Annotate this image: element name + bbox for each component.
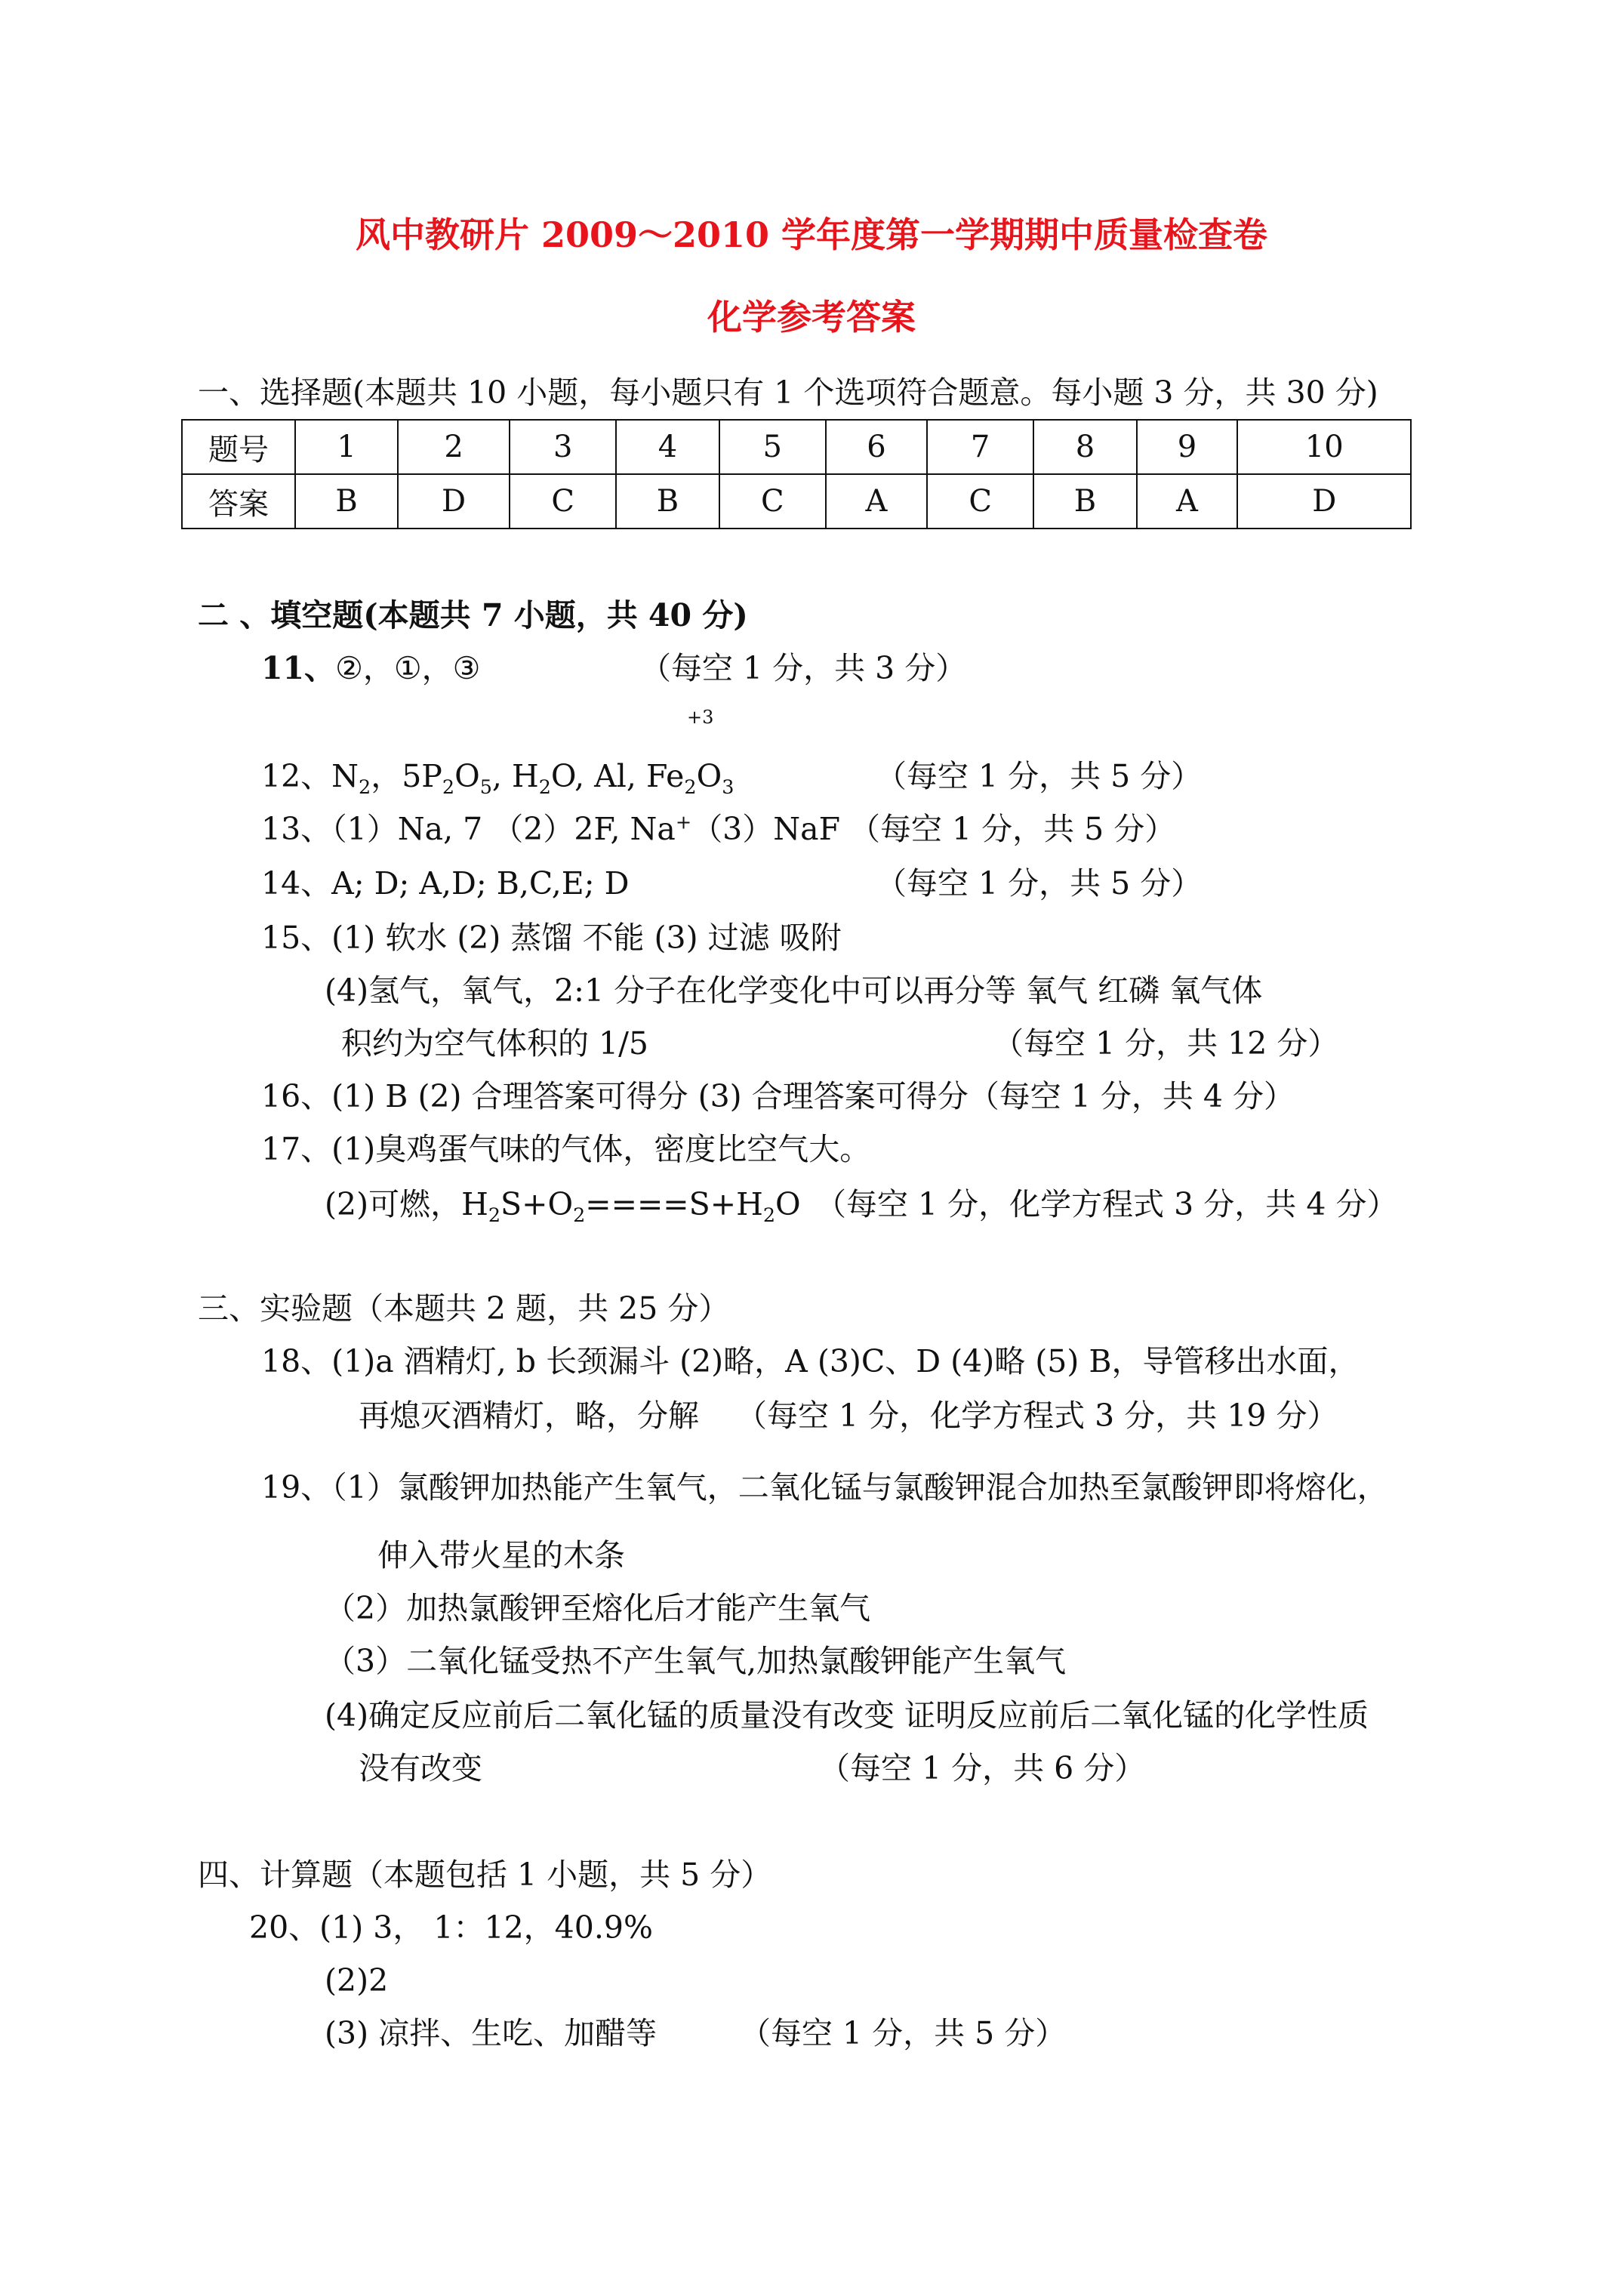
q18-text: (1)a 酒精灯, b 长颈漏斗 (2)略，A (3)C、D (4)略 (5) B，导管移出水面， xyxy=(331,1343,1360,1379)
q17-text: (1)臭鸡蛋气味的气体，密度比空气大。 xyxy=(331,1131,871,1167)
section4-heading: 四、计算题（本题包括 1 小题，共 5 分） xyxy=(198,1857,772,1893)
q19-line4: （3）二氧化锰受热不产生氧气,加热氯酸钾能产生氧气 xyxy=(325,1643,1067,1679)
q18-line1 xyxy=(261,1343,1360,1379)
table-cell: 8 xyxy=(1033,420,1136,474)
q20-line3: (3) 凉拌、生吃、加醋等 xyxy=(325,2015,658,2051)
table-cell: B xyxy=(616,474,719,529)
q19-line1 xyxy=(261,1469,1388,1505)
q11-answer: ②，①，③ xyxy=(335,650,481,686)
table-cell: C xyxy=(510,474,616,529)
q15-text: (1) 软水 (2) 蒸馏 不能 (3) 过滤 吸附 xyxy=(331,920,842,956)
q12-sub: 2 xyxy=(359,775,371,799)
q19-number: 19、 xyxy=(261,1469,332,1505)
q19-line5: (4)确定反应前后二氧化锰的质量没有改变 证明反应前后二氧化锰的化学性质 xyxy=(325,1697,1369,1734)
q17-part: S+O xyxy=(500,1186,574,1222)
table-cell: 1 xyxy=(295,420,398,474)
q12-sub: 2 xyxy=(684,775,697,799)
table-cell: 9 xyxy=(1137,420,1238,474)
table-cell: 10 xyxy=(1237,420,1411,474)
table-cell: D xyxy=(398,474,510,529)
q16 xyxy=(261,1078,1295,1114)
table-cell: C xyxy=(927,474,1033,529)
q20-line2: (2)2 xyxy=(325,1962,389,1999)
page-title: 风中教研片 2009～2010 学年度第一学期期中质量检查卷 xyxy=(355,214,1268,255)
q15-score: （每空 1 分，共 12 分） xyxy=(993,1025,1339,1062)
q12-number: 12、 xyxy=(261,758,332,794)
q17-part: O xyxy=(775,1186,801,1222)
q12-part: , H xyxy=(491,758,539,794)
table-cell: A xyxy=(1137,474,1238,529)
table-row xyxy=(182,420,1411,474)
q13-sup: + xyxy=(675,810,692,834)
q12-sub: 2 xyxy=(538,775,551,799)
row-header-number: 题号 xyxy=(182,420,295,474)
q17-sub: 2 xyxy=(488,1203,501,1227)
q20-score: （每空 1 分，共 5 分） xyxy=(740,2015,1067,2051)
q13-number: 13、 xyxy=(261,811,332,847)
table-cell: 2 xyxy=(398,420,510,474)
q18-score: （每空 1 分，化学方程式 3 分，共 19 分） xyxy=(736,1398,1338,1434)
q14-answer: A; D; A,D; B,C,E; D xyxy=(331,865,630,901)
q17-sub: 2 xyxy=(573,1203,586,1227)
table-cell: 3 xyxy=(510,420,616,474)
row-header-answer: 答案 xyxy=(182,474,295,529)
q19-line6: 没有改变 xyxy=(359,1750,482,1786)
q12-sub: 3 xyxy=(722,775,735,799)
table-cell: 6 xyxy=(826,420,927,474)
q13 xyxy=(261,810,841,847)
q17-score: （每空 1 分，化学方程式 3 分，共 4 分） xyxy=(815,1186,1398,1222)
valence-mark: +3 xyxy=(687,707,714,728)
q12 xyxy=(261,758,735,799)
q17-sub: 2 xyxy=(762,1203,776,1227)
q13-part: （1）Na, 7 （2）2F, Na xyxy=(331,811,676,847)
q19-score: （每空 1 分，共 6 分） xyxy=(819,1750,1146,1786)
table-row xyxy=(182,474,1411,529)
table-cell: C xyxy=(719,474,826,529)
table-cell: D xyxy=(1237,474,1411,529)
q19-text: （1）氯酸钾加热能产生氧气，二氧化锰与氯酸钾混合加热至氯酸钾即将熔化， xyxy=(331,1469,1388,1505)
q12-part: O xyxy=(696,758,722,794)
q20-text: (1) 3， 1：12，40.9% xyxy=(319,1909,653,1946)
q18-number: 18、 xyxy=(261,1343,332,1379)
table-cell: 7 xyxy=(927,420,1033,474)
page-subtitle: 化学参考答案 xyxy=(707,297,916,337)
table-cell: 5 xyxy=(719,420,826,474)
q17-part: ====S+H xyxy=(585,1186,763,1222)
q12-part: O xyxy=(454,758,480,794)
q14 xyxy=(261,865,630,901)
q17-number: 17、 xyxy=(261,1131,332,1167)
answer-table xyxy=(181,419,1412,529)
section3-heading: 三、实验题（本题共 2 题，共 25 分） xyxy=(198,1290,730,1327)
q17-line2 xyxy=(325,1186,801,1227)
q14-number: 14、 xyxy=(261,865,332,901)
table-cell: A xyxy=(826,474,927,529)
q13-score: （每空 1 分，共 5 分） xyxy=(849,811,1176,847)
q12-part: N xyxy=(331,758,359,794)
q12-part: O, Al, Fe xyxy=(550,758,685,794)
table-cell: B xyxy=(295,474,398,529)
q11-score: （每空 1 分，共 3 分） xyxy=(640,650,967,686)
q14-score: （每空 1 分，共 5 分） xyxy=(876,865,1203,901)
q11-number: 11、 xyxy=(261,650,336,686)
q12-score: （每空 1 分，共 5 分） xyxy=(876,758,1203,794)
q15-line2: (4)氢气，氧气，2:1 分子在化学变化中可以再分等 氧气 红磷 氧气体 xyxy=(325,972,1263,1009)
table-cell: 4 xyxy=(616,420,719,474)
q15-line3: 积约为空气体积的 1/5 xyxy=(341,1025,649,1062)
q12-sub: 2 xyxy=(442,775,455,799)
q17-line1 xyxy=(261,1131,871,1167)
q11 xyxy=(261,650,481,686)
section2-heading: 二 、填空题(本题共 7 小题，共 40 分) xyxy=(198,597,748,633)
q15-line1 xyxy=(261,920,842,956)
q16-answer: (1) B (2) 合理答案可得分 (3) 合理答案可得分（每空 1 分，共 4 分） xyxy=(331,1078,1295,1114)
section1-heading: 一、选择题(本题共 10 小题，每小题只有 1 个选项符合题意。每小题 3 分，共 30 分) xyxy=(198,374,1378,411)
q17-part: (2)可燃，H xyxy=(325,1186,488,1222)
q12-sub: 5 xyxy=(479,775,492,799)
q20-line1 xyxy=(249,1909,653,1946)
q15-number: 15、 xyxy=(261,920,332,956)
table-cell: B xyxy=(1033,474,1136,529)
q19-line2: 伸入带火星的木条 xyxy=(377,1537,625,1573)
q16-number: 16、 xyxy=(261,1078,332,1114)
q13-part: （3）NaF xyxy=(691,811,841,847)
q18-line2: 再熄灭酒精灯，略，分解 xyxy=(359,1398,699,1434)
q19-line3: （2）加热氯酸钾至熔化后才能产生氧气 xyxy=(325,1590,871,1626)
q20-number: 20、 xyxy=(249,1909,320,1946)
q12-part: ，5P xyxy=(371,758,442,794)
